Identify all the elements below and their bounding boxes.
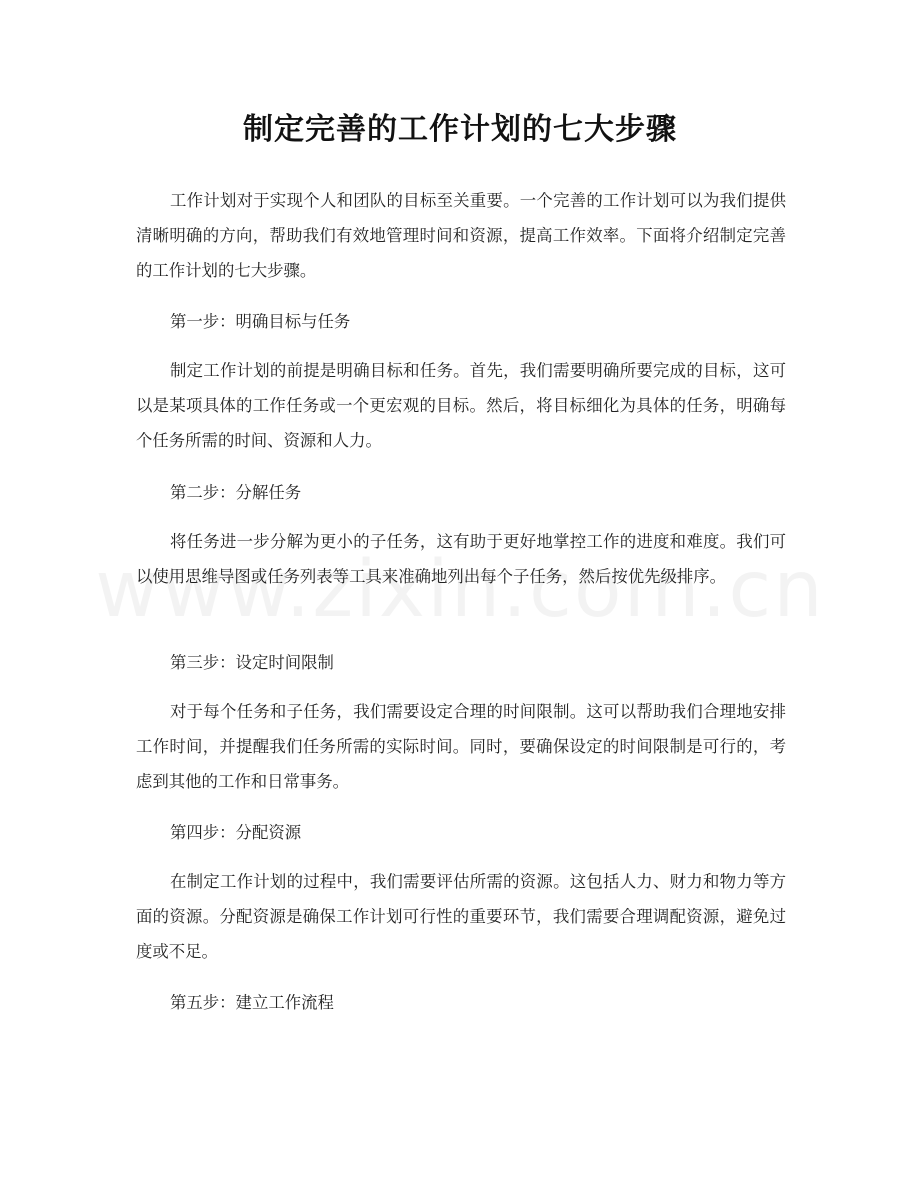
step-3-heading: 第三步：设定时间限制 <box>170 653 334 672</box>
step-3-paragraph: 对于每个任务和子任务，我们需要设定合理的时间限制。这可以帮助我们合理地安排工作时间，并提醒我们任务所需的实际时间。同时，要确保设定的时间限制是可行的，考虑到其他的工作和日常事务。 <box>136 702 786 791</box>
document-title: 制定完善的工作计划的七大步骤 <box>243 112 677 147</box>
step-4-paragraph: 在制定工作计划的过程中，我们需要评估所需的资源。这包括人力、财力和物力等方面的资源。分配资源是确保工作计划可行性的重要环节，我们需要合理调配资源，避免过度或不足。 <box>136 872 786 961</box>
step-5-heading: 第五步：建立工作流程 <box>170 993 334 1012</box>
step-1-paragraph: 制定工作计划的前提是明确目标和任务。首先，我们需要明确所要完成的目标，这可以是某项具体的工作任务或一个更宏观的目标。然后，将目标细化为具体的任务，明确每个任务所需的时间、资源和人力。 <box>136 361 786 450</box>
step-4-heading: 第四步：分配资源 <box>170 823 302 842</box>
step-2-heading: 第二步：分解任务 <box>170 483 302 502</box>
step-2-paragraph: 将任务进一步分解为更小的子任务，这有助于更好地掌控工作的进度和难度。我们可以使用思维导图或任务列表等工具来准确地列出每个子任务，然后按优先级排序。 <box>136 532 786 586</box>
step-1-heading: 第一步：明确目标与任务 <box>170 312 351 331</box>
intro-paragraph: 工作计划对于实现个人和团队的目标至关重要。一个完善的工作计划可以为我们提供清晰明确的方向，帮助我们有效地管理时间和资源，提高工作效率。下面将介绍制定完善的工作计划的七大步骤。 <box>136 191 786 280</box>
